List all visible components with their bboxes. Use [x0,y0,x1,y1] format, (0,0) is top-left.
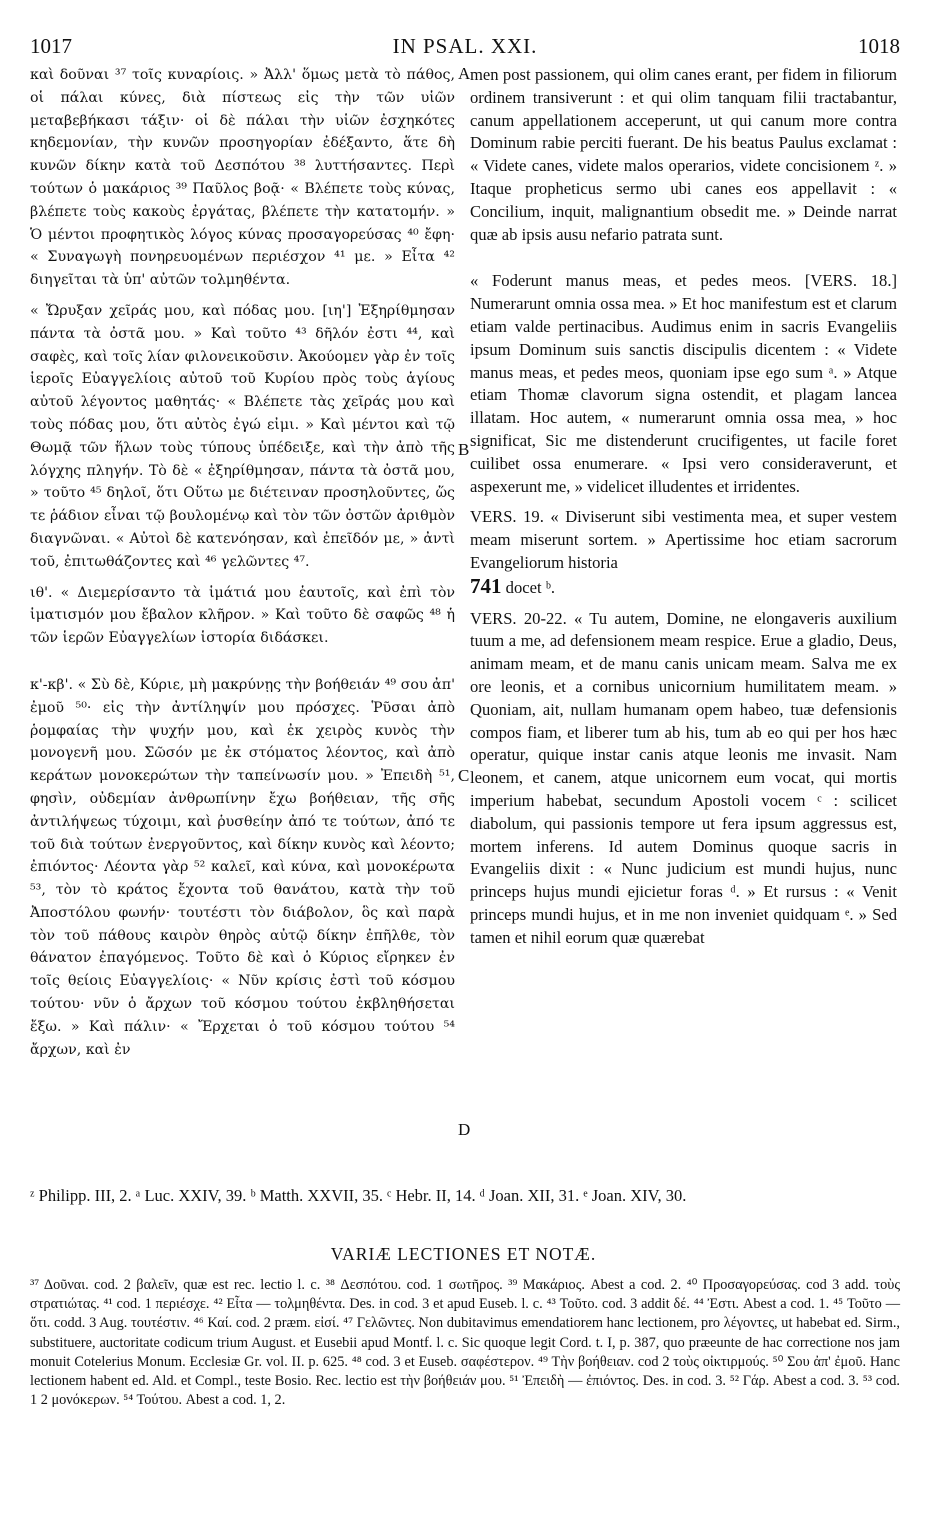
margin-letter-b: B [458,440,470,459]
greek-column [30,64,455,1061]
greek-paragraph: καὶ δοῦναι ³⁷ τοῖς κυναρίοις. » Ἀλλ' ὅμως μετὰ τὸ πάθος, οἱ πάλαι κύνες, διὰ πίστεως εἰς τὴν τῶν υἱῶν μεταβεβήκασι τάξιν· οἱ δὲ πάλαι τὴν υἱῶν ἐσχηκότες κηδεμονίαν, τὴν κυνῶν προσηγορίαν ἐδέξαντο, ἅτε δὴ κυνῶν δίκην κατὰ τοῦ Δεσπότου ³⁸ λυττήσαντες. Περὶ τούτων ὁ μακάριος ³⁹ Παῦλος βοᾷ· « Βλέπετε τοὺς κύνας, βλέπετε τοὺς κακοὺς ἐργάτας, βλέπετε τὴν κατατομήν. » Ὁ μέντοι προφητικὸς λόγος κύνας προσαγορεύσας ⁴⁰ ἔφη· « Συναγωγὴ πονηρευομένων περιέσχον ⁴¹ με. » Εἶτα ⁴² διηγεῖται τὰ ὑπ' αὐτῶν τολμηθέντα. [30,67,455,289]
greek-paragraph: κ'-κβ'. « Σὺ δὲ, Κύριε, μὴ μακρύνῃς τὴν βοήθειάν ⁴⁹ σου ἀπ' ἐμοῦ ⁵⁰· εἰς τὴν ἀντίληψίν μου πρόσχες. Ῥῦσαι ἀπὸ ῥομφαίας τὴν ψυχήν μου, καὶ ἐκ χειρὸς κυνὸς τὴν μονογενῆ μου. Σῶσόν με ἐκ στόματος λέοντος, καὶ ἀπὸ κεράτων μονοκερώτων τὴν ταπείνωσίν μου. » Ἐπειδὴ ⁵¹, φησὶν, οὐδεμίαν ἀνθρωπίνην ἔχω βοήθειαν, τῆς σῆς ἀντιλήψεως τύχοιμι, καὶ ῥυσθείην ἀπό τε τούτων, ἀπό τε τοῦ διὰ τούτων ἐνεργοῦντος, καὶ δίκην κυνὸς καὶ λέοντο; ἐπιόντος· Λέοντα γὰρ ⁵² καλεῖ, καὶ κύνα, καὶ μονοκέρωτα ⁵³, τὸν τὸ κράτος ἔχοντα τοῦ θανάτου, κατὰ τὴν τοῦ Ἀποστόλου φωνήν· τουτέστι τὸν διάβολον, ὃς καὶ παρὰ τὸν τοῦ πάθους καιρὸν θηρὸς αὐτῷ δίκην ἐπῆλθε, τὸν θάνατον ἐπαγόμενος. Τοῦτο δὲ καὶ ὁ Κύριος εἴρηκεν ἐν τοῖς θείοις Εὐαγγελίοις· « Νῦν κρίσις ἐστὶ τοῦ κόσμου τούτου· νῦν ὁ ἄρχων τοῦ κόσμου τούτου ἐκβληθήσεται ἔξω. » Καὶ πάλιν· « Ἔρχεται ὁ τοῦ κόσμου τούτου ⁵⁴ ἄρχων, καὶ ἐν [30,676,455,1058]
margin-letter-a: A [458,64,471,83]
latin-paragraph: VERS. 20-22. « Tu autem, Domine, ne elongaveris auxilium tuum a me, ad defensionem meam respice. Erue a gladio, Deus, animam meam, et de manu canis unicam meam. Salva me ex ore leonis, et a cornibus unicornium humilitatem meam. » Quoniam, ait, nullam humanam opem habeo, tuæ defensionis compos fiam, et liberer tum ab his, tum ab eo qui per hos hæc operatur, quique instar canis atque leonis me invasit. Nam leonem, et canem, atque unicornem eum vocat, qui mortis imperium habebat, secundum Apostoli vocem ᶜ : scilicet diabolum, qui passionis tempore ut fera ipsum aggressus est, mortem inferens. Id autem Dominus quoque sacris in Evangeliis dixit : « Nunc judicium est mundi hujus, nunc princeps hujus mundi ejicietur foras ᵈ. » Et rursus : « Venit princeps mundi hujus, et in me non inveniet quidquam ᵉ. » Sed tamen et nihil eorum quæ quærebat [470,608,897,947]
greek-paragraph: « Ὤρυξαν χεῖράς μου, καὶ πόδας μου. [ιη'] Ἐξηρίθμησαν πάντα τὰ ὀστᾶ μου. » Καὶ τοῦτο ⁴³ δῆλόν ἐστι ⁴⁴, καὶ σαφὲς, καὶ τοῖς λίαν φιλονεικοῦσιν. Ἀκούομεν γὰρ ἐν τοῖς ἱεροῖς Εὐαγγελίοις αὐτοῦ τοῦ Κυρίου πρὸς τοὺς ἁγίους αὐτοῦ λέγοντος μαθητάς· « Βλέπετε τὰς χεῖράς μου καὶ τοὺς πόδας μου, ὅτι αὐτὸς ἐγώ εἰμι. » Καὶ μέντοι καὶ τῷ Θωμᾷ τῶν ἥλων τοὺς τύπους ὑπέδειξε, καὶ τὴν ἀπὸ τῆς λόγχης πληγήν. Τὸ δὲ « ἐξηρίθμησαν, πάντα τὰ ὀστᾶ μου, » τοῦτο ⁴⁵ δηλοῖ, ὅτι Οὕτω με διέτειναν προσηλοῦντες, ὥς τε ῥάδιον εἶναι τῷ βουλομένῳ καὶ τὸν τῶν ὀστῶν ἀριθμὸν διαγνῶναι. « Αὐτοὶ δὲ κατενόησαν, καὶ ἐπεῖδόν με, » ἀντὶ τοῦ, ἐπιτωθάζοντες καὶ ⁴⁶ γελῶντες ⁴⁷. [30,302,455,570]
variae-lectiones-title: VARIÆ LECTIONES ET NOTÆ. [330,1244,597,1264]
right-page-number: 1018 [858,34,900,58]
latin-column [470,64,897,949]
greek-paragraph: ιθ'. « Διεμερίσαντο τὰ ἱμάτιά μου ἑαυτοῖς, καὶ ἐπὶ τὸν ἱματισμόν μου ἔβαλον κλῆρον. » Καὶ τοῦτο δὲ σαφῶς ⁴⁸ ἡ τῶν ἱερῶν Εὐαγγελίων ἱστορία διδάσκει. [30,584,455,647]
latin-paragraph: « Foderunt manus meas, et pedes meos. [VERS. 18.] Numerarunt omnia ossa mea. » Et hoc manifestum est et clarum etiam valde pertinacibus. Audimus enim in sacris Evangeliis ipsum Dominum suis sanctis discipulis dicentem : « Videte manus meas, et pedes meos, quoniam ipse ego sum ᵃ. » Atque etiam Thomæ clavorum signa ostendit, et plagam lancea illatam. Hoc autem, « numerarunt omnia ossa mea, » hoc significat, Sic me distenderunt crucifigentes, ut facile foret cuilibet ossa enumerare. « Ipsi vero consideraverunt, et aspexerunt me, » videlicet illudentes et irridentes. [470,271,897,496]
margin-letter-c: C [458,766,470,785]
latin-verse-19: VERS. 19. « Diviserunt sibi vestimenta mea, et super vestem meam miserunt sortem. » Apertissime hoc etiam sacrorum Evangeliorum historia [470,507,897,572]
scripture-references: ᶻ Philipp. III, 2. ᵃ Luc. XXIV, 39. ᵇ Matth. XXVII, 35. ᶜ Hebr. II, 14. ᵈ Joan. XII, 31. ᵉ Joan. XIV, 30. [30,1186,687,1205]
left-page-number: 1017 [30,34,72,58]
column-number: 741 [470,573,502,598]
latin-paragraph: men post passionem, qui olim canes erant, per fidem in filiorum ordinem transiverunt : et qui olim tanquam filii tractabantur, canum appellationem acceperunt, ut qui canum more contra Dominum rabie perciti fuerant. De his beatus Paulus exclamat : « Videte canes, videte malos operarios, videte concisionem ᶻ. » Itaque propheticus sermo ubi canes eos appellavit : « Concilium, inquit, malignantium obsedit me. » Deinde narrat quæ ab ipsis ausu nefario patrata sunt. [470,65,897,244]
page-header [30,34,900,64]
latin-verse-19-end: docet ᵇ. [505,577,556,597]
running-title: IN PSAL. XXI. [392,34,538,58]
margin-letter-d: D [458,1120,471,1139]
latin-paragraph [470,506,897,599]
variant-readings-notes: ³⁷ Δοῦναι. cod. 2 βαλεῖν, quæ est rec. lectio l. c. ³⁸ Δεσπότου. cod. 1 σωτῆρος. ³⁹ Μακάριος. Abest a cod. 2. ⁴⁰ Προσαγορεύσας. cod 3 add. τοὺς στρατιώτας. ⁴¹ cod. 1 περιέσχε. ⁴² Εἶτα — τολμηθέντα. Des. in cod. 3 et apud Euseb. l. c. ⁴³ Τοῦτο. cod. 3 addit δέ. ⁴⁴ Ἐστι. Abest a cod. 1. ⁴⁵ Τοῦτο — ὅτι. codd. 3 Aug. τουτέστιν. ⁴⁶ Καί. cod. 2 præm. εἰσί. ⁴⁷ Γελῶντες. Non dubitavimus emendatiorem hanc lectionem, pro λέγοντες, ut habebat ed. Sirm., substituere, auctoritate codicum trium August. et Eusebii apud Montf. l. c. Sic quoque legit Cord. t. I, p. 387, quo præeunte de hac correctione nos jam monuit Cotelerius Monum. Ecclesiæ Gr. vol. II. p. 625. ⁴⁸ cod. 3 et Euseb. σαφέστερον. ⁴⁹ Τὴν βοήθειαν. cod 2 τοὺς οἰκτιρμούς. ⁵⁰ Σου ἀπ' ἐμοῦ. Hanc lectionem habent ed. Ald. et Compl., teste Bosio. Rec. lectio est τὴν βοήθειάν μου. ⁵¹ Ἐπειδὴ — ἐπιόντος. Des. in cod. 3. ⁵² Γάρ. Abest a cod. 3. ⁵³ cod. 1 2 μονόκερων. ⁵⁴ Τούτου. Abest a cod. 1, 2. [30,1277,900,1409]
